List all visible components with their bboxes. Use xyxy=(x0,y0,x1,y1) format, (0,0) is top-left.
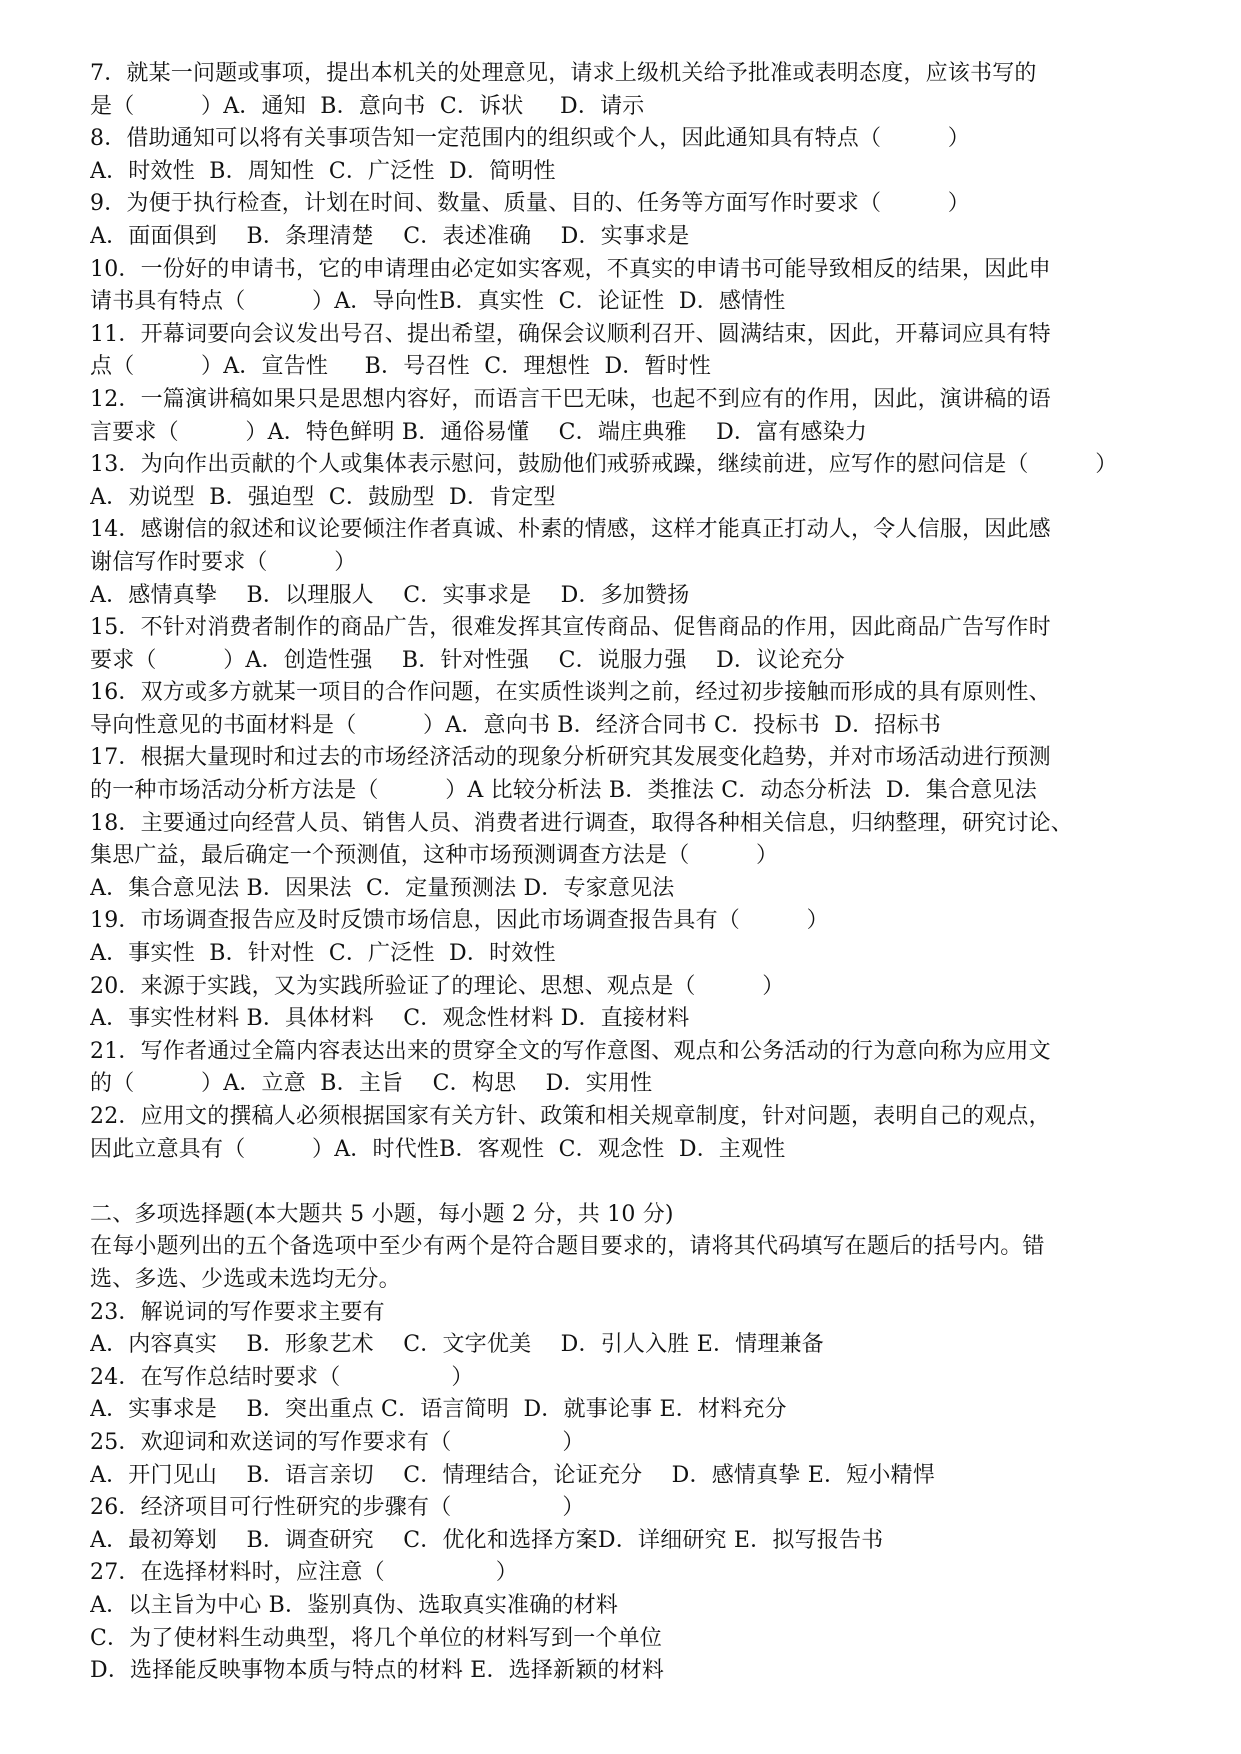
text-line: 请书具有特点（ ）A．导向性B．真实性 C．论证性 D．感情性 xyxy=(90,289,786,315)
text-line: 17．根据大量现时和过去的市场经济活动的现象分析研究其发展变化趋势，并对市场活动进行预测 xyxy=(90,745,1051,771)
text-line: 26．经济项目可行性研究的步骤有（ ） xyxy=(90,1495,585,1521)
text-line: 9．为便于执行检查，计划在时间、数量、质量、目的、任务等方面写作时要求（ ） xyxy=(90,191,970,217)
text-line: 7．就某一问题或事项，提出本机关的处理意见，请求上级机关给予批准或表明态度，应该书写的 xyxy=(90,61,1037,86)
text-line: A．开门见山 B．语言亲切 C．情理结合，论证充分 D．感情真挚 E．短小精悍 xyxy=(90,1462,935,1488)
text-line: 11．开幕词要向会议发出号召、提出希望，确保会议顺利召开、圆满结束，因此，开幕词应具有特 xyxy=(90,321,1051,347)
text-line: 22．应用文的撰稿人必须根据国家有关方针、政策和相关规章制度，针对问题，表明自己的观点， xyxy=(90,1104,1051,1129)
text-line: 的一种市场活动分析方法是（ ）A 比较分析法 B．类推法 C．动态分析法 D．集合意见法 xyxy=(90,778,1037,804)
text-line: 言要求（ ）A．特色鲜明 B．通俗易懂 C．端庄典雅 D．富有感染力 xyxy=(90,419,868,445)
text-line: A．时效性 B．周知性 C．广泛性 D．简明性 xyxy=(90,158,556,184)
text-line: 点（ ）A．宣告性 B．号召性 C．理想性 D．暂时性 xyxy=(90,354,712,380)
text-line: 19．市场调查报告应及时反馈市场信息，因此市场调查报告具有（ ） xyxy=(90,908,829,934)
text-line: 在每小题列出的五个备选项中至少有两个是符合题目要求的，请将其代码填写在题后的括号内。错 xyxy=(90,1234,1045,1260)
exam-page xyxy=(90,58,1170,1688)
text-line: 23．解说词的写作要求主要有 xyxy=(90,1299,385,1325)
text-line: 24．在写作总结时要求（ ） xyxy=(90,1364,474,1390)
text-line: 10．一份好的申请书，它的申请理由必定如实客观，不真实的申请书可能导致相反的结果，因此申 xyxy=(90,256,1051,282)
text-line: 18．主要通过向经营人员、销售人员、消费者进行调查，取得各种相关信息，归纳整理，研究讨论、 xyxy=(90,810,1073,836)
text-line: 8．借助通知可以将有关事项告知一定范围内的组织或个人，因此通知具有特点（ ） xyxy=(90,126,970,152)
text-line: 是（ ）A．通知 B．意向书 C．诉状 D．请示 xyxy=(90,93,645,119)
blank-line xyxy=(90,1166,1170,1199)
text-line: C．为了使材料生动典型，将几个单位的材料写到一个单位 xyxy=(90,1625,663,1651)
text-line: A．劝说型 B．强迫型 C．鼓励型 D．肯定型 xyxy=(90,484,556,510)
text-line: A．集合意见法 B．因果法 C．定量预测法 D．专家意见法 xyxy=(90,875,675,901)
text-line: 27．在选择材料时，应注意（ ） xyxy=(90,1560,518,1586)
text-line: 因此立意具有（ ）A．时代性B．客观性 C．观念性 D．主观性 xyxy=(90,1136,786,1162)
text-line: 二、多项选择题(本大题共 5 小题，每小题 2 分，共 10 分) xyxy=(90,1201,674,1227)
text-line: 13．为向作出贡献的个人或集体表示慰问，鼓励他们戒骄戒躁，继续前进，应写作的慰问信是（ ） xyxy=(90,452,1118,478)
text-line: 21．写作者通过全篇内容表达出来的贯穿全文的写作意图、观点和公务活动的行为意向称为应用文 xyxy=(90,1038,1051,1064)
text-line: A．实事求是 B．突出重点 C．语言简明 D．就事论事 E．材料充分 xyxy=(90,1397,787,1423)
text-line: A．感情真挚 B．以理服人 C．实事求是 D．多加赞扬 xyxy=(90,582,690,608)
text-line: 14．感谢信的叙述和议论要倾注作者真诚、朴素的情感，这样才能真正打动人，令人信服，因此感 xyxy=(90,517,1051,543)
text-line: 谢信写作时要求（ ） xyxy=(90,549,357,575)
text-line: 16．双方或多方就某一项目的合作问题，在实质性谈判之前，经过初步接触而形成的具有原则性、 xyxy=(90,680,1051,706)
text-line: D．选择能反映事物本质与特点的材料 E．选择新颖的材料 xyxy=(90,1658,665,1684)
text-line: 导向性意见的书面材料是（ ）A．意向书 B．经济合同书 C．投标书 D．招标书 xyxy=(90,712,941,738)
text-line: 集思广益，最后确定一个预测值，这种市场预测调查方法是（ ） xyxy=(90,843,779,869)
text-line: A．事实性材料 B．具体材料 C．观念性材料 D．直接材料 xyxy=(90,1006,690,1032)
text-line: 12．一篇演讲稿如果只是思想内容好，而语言干巴无味，也起不到应有的作用，因此，演讲稿的语 xyxy=(90,386,1051,412)
text-line: 15．不针对消费者制作的商品广告，很难发挥其宣传商品、促售商品的作用，因此商品广告写作时 xyxy=(90,615,1051,641)
text-line: A．内容真实 B．形象艺术 C．文字优美 D．引人入胜 E．情理兼备 xyxy=(90,1332,824,1358)
text-line: 20．来源于实践，又为实践所验证了的理论、思想、观点是（ ） xyxy=(90,973,785,999)
text-line: 的（ ）A．立意 B．主旨 C．构思 D．实用性 xyxy=(90,1071,653,1097)
text-line: 25．欢迎词和欢送词的写作要求有（ ） xyxy=(90,1429,585,1455)
text-line: A．最初筹划 B．调查研究 C．优化和选择方案D．详细研究 E．拟写报告书 xyxy=(90,1527,884,1553)
text-line: 选、多选、少选或未选均无分。 xyxy=(90,1266,401,1292)
text-line: A．面面俱到 B．条理清楚 C．表述准确 D．实事求是 xyxy=(90,223,690,249)
text-line: A．事实性 B．针对性 C．广泛性 D．时效性 xyxy=(90,941,556,967)
text-line: A．以主旨为中心 B．鉴别真伪、选取真实准确的材料 xyxy=(90,1592,619,1618)
text-line: 要求（ ）A．创造性强 B．针对性强 C．说服力强 D．议论充分 xyxy=(90,647,845,673)
